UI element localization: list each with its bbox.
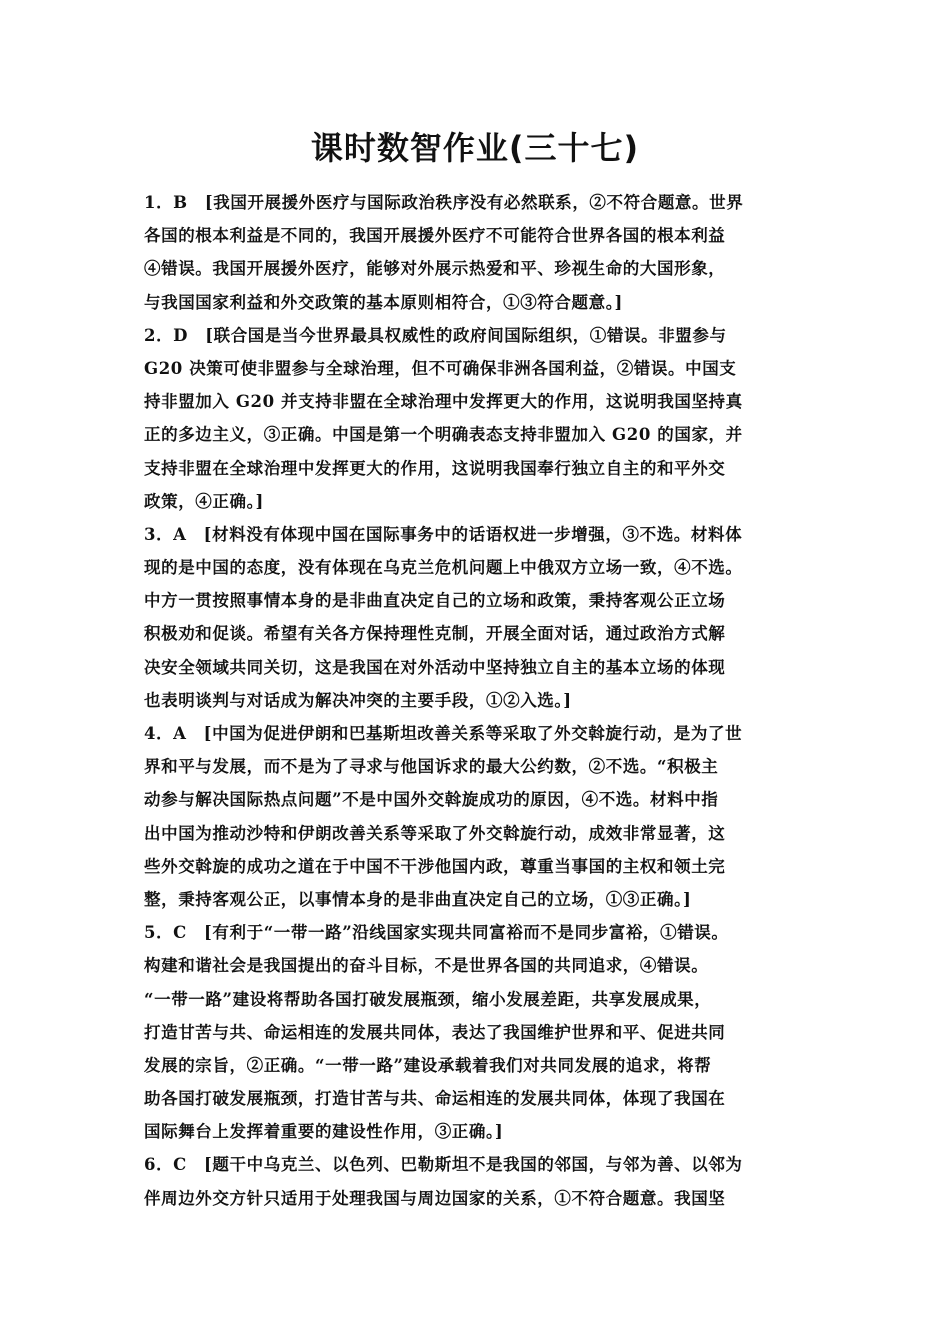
answer-line: 各国的根本利益是不同的，我国开展援外医疗不可能符合世界各国的根本利益 — [144, 226, 726, 246]
answer-line: 4．A [中国为促进伊朗和巴基斯坦改善关系等采取了外交斡旋行动，是为了世 — [144, 724, 743, 743]
answer-item-2 — [144, 319, 828, 518]
answer-line: 助各国打破发展瓶颈，打造甘苦与共、命运相连的发展共同体，体现了我国在 — [144, 1089, 726, 1109]
answer-line: 国际舞台上发挥着重要的建设性作用，③正确。] — [144, 1122, 504, 1142]
answer-line: 积极劝和促谈。希望有关各方保持理性克制，开展全面对话，通过政治方式解 — [144, 624, 726, 644]
answer-line: 2．D [联合国是当今世界最具权威性的政府间国际组织，①错误。非盟参与 — [144, 325, 727, 345]
answer-line: 界和平与发展，而不是为了寻求与他国诉求的最大公约数，②不选。“积极主 — [144, 757, 719, 777]
answer-line: 出中国为推动沙特和伊朗改善关系等采取了外交斡旋行动，成效非常显著，这 — [144, 823, 726, 843]
answer-line: 现的是中国的态度，没有体现在乌克兰危机问题上中俄双方立场一致，④不选。 — [144, 558, 743, 578]
answer-line: 政策，④正确。] — [144, 491, 264, 511]
answer-line: 伴周边外交方针只适用于处理我国与周边国家的关系，①不符合题意。我国坚 — [144, 1188, 726, 1208]
answer-line: 中方一贯按照事情本身的是非曲直决定自己的立场和政策，秉持客观公正立场 — [144, 591, 726, 611]
answer-line: 5．C [有利于“一带一路”沿线国家实现共同富裕而不是同步富裕，①错误。 — [144, 923, 729, 943]
answer-item-4 — [144, 717, 828, 916]
answer-line: 1．B [我国开展援外医疗与国际政治秩序没有必然联系，②不符合题意。世界 — [144, 193, 744, 212]
answer-list — [144, 186, 828, 1215]
answer-line: ④错误。我国开展援外医疗，能够对外展示热爱和平、珍视生命的大国形象， — [144, 259, 726, 279]
answer-line: 3．A [材料没有体现中国在国际事务中的话语权进一步增强，③不选。材料体 — [144, 524, 743, 544]
answer-line: 决安全领域共同关切，这是我国在对外活动中坚持独立自主的基本立场的体现 — [144, 657, 726, 677]
answer-item-3 — [144, 518, 828, 717]
answer-line: 持非盟加入 G20 并支持非盟在全球治理中发挥更大的作用，这说明我国坚持真 — [144, 392, 743, 412]
answer-line: “一带一路”建设将帮助各国打破发展瓶颈，缩小发展差距，共享发展成果， — [144, 989, 712, 1009]
answer-item-1 — [144, 186, 828, 319]
answer-line: 也表明谈判与对话成为解决冲突的主要手段，①②入选。] — [144, 690, 572, 710]
answer-line: 动参与解决国际热点问题”不是中国外交斡旋成功的原因，④不选。材料中指 — [144, 790, 719, 810]
answer-line: 整，秉持客观公正，以事情本身的是非曲直决定自己的立场，①③正确。] — [144, 889, 692, 909]
answer-line: 打造甘苦与共、命运相连的发展共同体，表达了我国维护世界和平、促进共同 — [144, 1022, 726, 1042]
answer-line: G20 决策可使非盟参与全球治理，但不可确保非洲各国利益，②错误。中国支 — [144, 358, 737, 378]
answer-line: 支持非盟在全球治理中发挥更大的作用，这说明我国奉行独立自主的和平外交 — [144, 458, 726, 478]
answer-line: 构建和谐社会是我国提出的奋斗目标，不是世界各国的共同追求，④错误。 — [144, 956, 709, 976]
answer-item-5 — [144, 916, 828, 1148]
answer-line: 发展的宗旨，②正确。“一带一路”建设承载着我们对共同发展的追求，将帮 — [144, 1055, 712, 1075]
answer-line: 些外交斡旋的成功之道在于中国不干涉他国内政，尊重当事国的主权和领土完 — [144, 856, 726, 876]
answer-line: 6．C [题干中乌克兰、以色列、巴勒斯坦不是我国的邻国，与邻为善、以邻为 — [144, 1155, 743, 1175]
page-title: 课时数智作业(三十七) — [310, 129, 640, 167]
answer-item-6 — [144, 1148, 828, 1214]
answer-line: 与我国国家利益和外交政策的基本原则相符合，①③符合题意。] — [144, 292, 623, 312]
answer-line: 正的多边主义，③正确。中国是第一个明确表态支持非盟加入 G20 的国家，并 — [144, 425, 743, 445]
